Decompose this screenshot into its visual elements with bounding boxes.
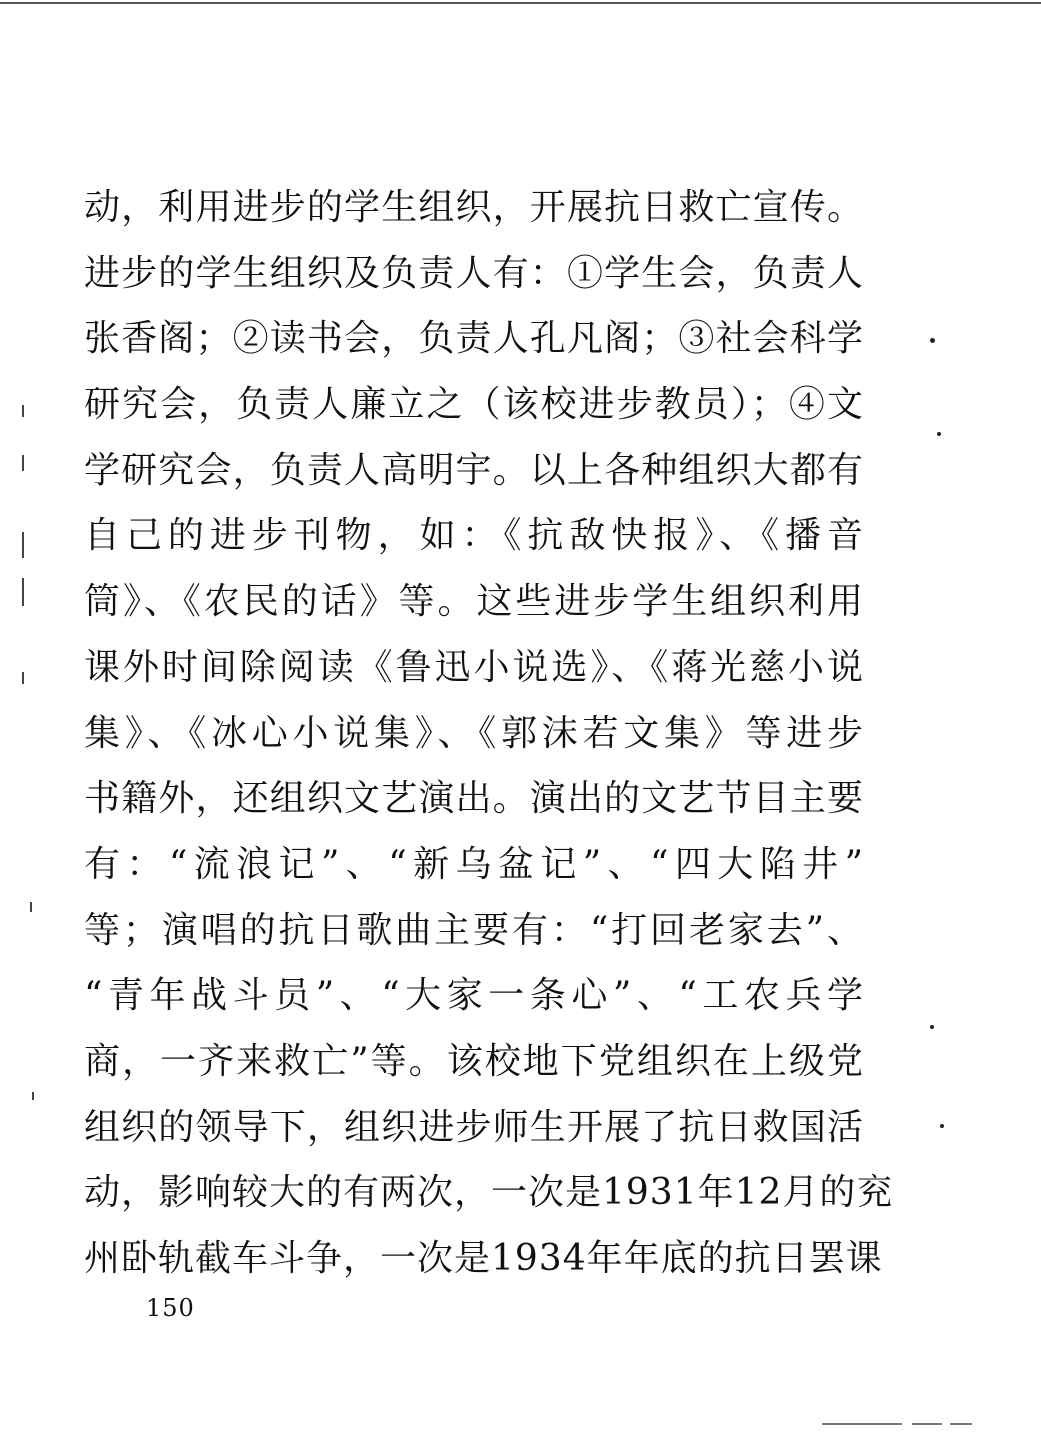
scan-margin-mark xyxy=(30,902,32,912)
text-line: 自己的进步刊物，如：《抗敌快报》、《播音 xyxy=(84,515,864,557)
scan-speck xyxy=(930,338,935,343)
text-line: 进步的学生组织及负责人有：①学生会，负责人 xyxy=(84,252,864,294)
text-line: 组织的领导下，组织进步师生开展了抗日救国活 xyxy=(84,1106,864,1148)
scan-margin-mark xyxy=(22,672,24,684)
text-line: 集》、《冰心小说集》、《郭沫若文集》等进步 xyxy=(84,712,864,754)
text-line: 书籍外，还组织文艺演出。演出的文艺节目主要 xyxy=(84,778,864,820)
text-line: 等；演唱的抗日歌曲主要有：“打回老家去”、 xyxy=(84,909,864,951)
text-line: 筒》、《农民的话》等。这些进步学生组织利用 xyxy=(84,581,864,623)
text-line: “青年战斗员”、“大家一条心”、“工农兵学 xyxy=(84,975,864,1017)
scan-edge-line xyxy=(0,2,1041,4)
scan-speck xyxy=(940,1124,944,1128)
scan-margin-mark xyxy=(22,578,24,606)
body-text xyxy=(84,180,894,1297)
scan-margin-mark xyxy=(22,532,24,558)
text-line: 研究会，负责人廉立之（该校进步教员）；④文 xyxy=(84,384,864,426)
text-line: 课外时间除阅读《鲁迅小说选》、《蒋光慈小说 xyxy=(84,646,864,688)
scan-margin-mark xyxy=(22,455,24,471)
text-line: 商，一齐来救亡”等。该校地下党组织在上级党 xyxy=(84,1040,864,1082)
scan-bottom-smudge xyxy=(950,1423,972,1425)
text-line: 州卧轨截车斗争，一次是1934年年底的抗日罢课 xyxy=(84,1238,883,1279)
page-number: 150 xyxy=(146,1294,195,1322)
text-line: 动，影响较大的有两次，一次是1931年12月的兖 xyxy=(84,1172,894,1214)
text-line: 学研究会，负责人高明宇。以上各种组织大都有 xyxy=(84,449,864,491)
scan-bottom-smudge xyxy=(822,1423,902,1425)
scan-speck xyxy=(937,432,941,436)
scan-margin-mark xyxy=(32,1092,34,1100)
text-line: 动，利用进步的学生组织，开展抗日救亡宣传。 xyxy=(84,187,864,228)
scan-speck xyxy=(930,1025,934,1029)
text-line: 有：“流浪记”、“新乌盆记”、“四大陷井” xyxy=(84,843,864,885)
text-line: 张香阁；②读书会，负责人孔凡阁；③社会科学 xyxy=(84,318,864,360)
scan-bottom-smudge xyxy=(912,1423,942,1425)
scan-margin-mark xyxy=(22,405,24,417)
